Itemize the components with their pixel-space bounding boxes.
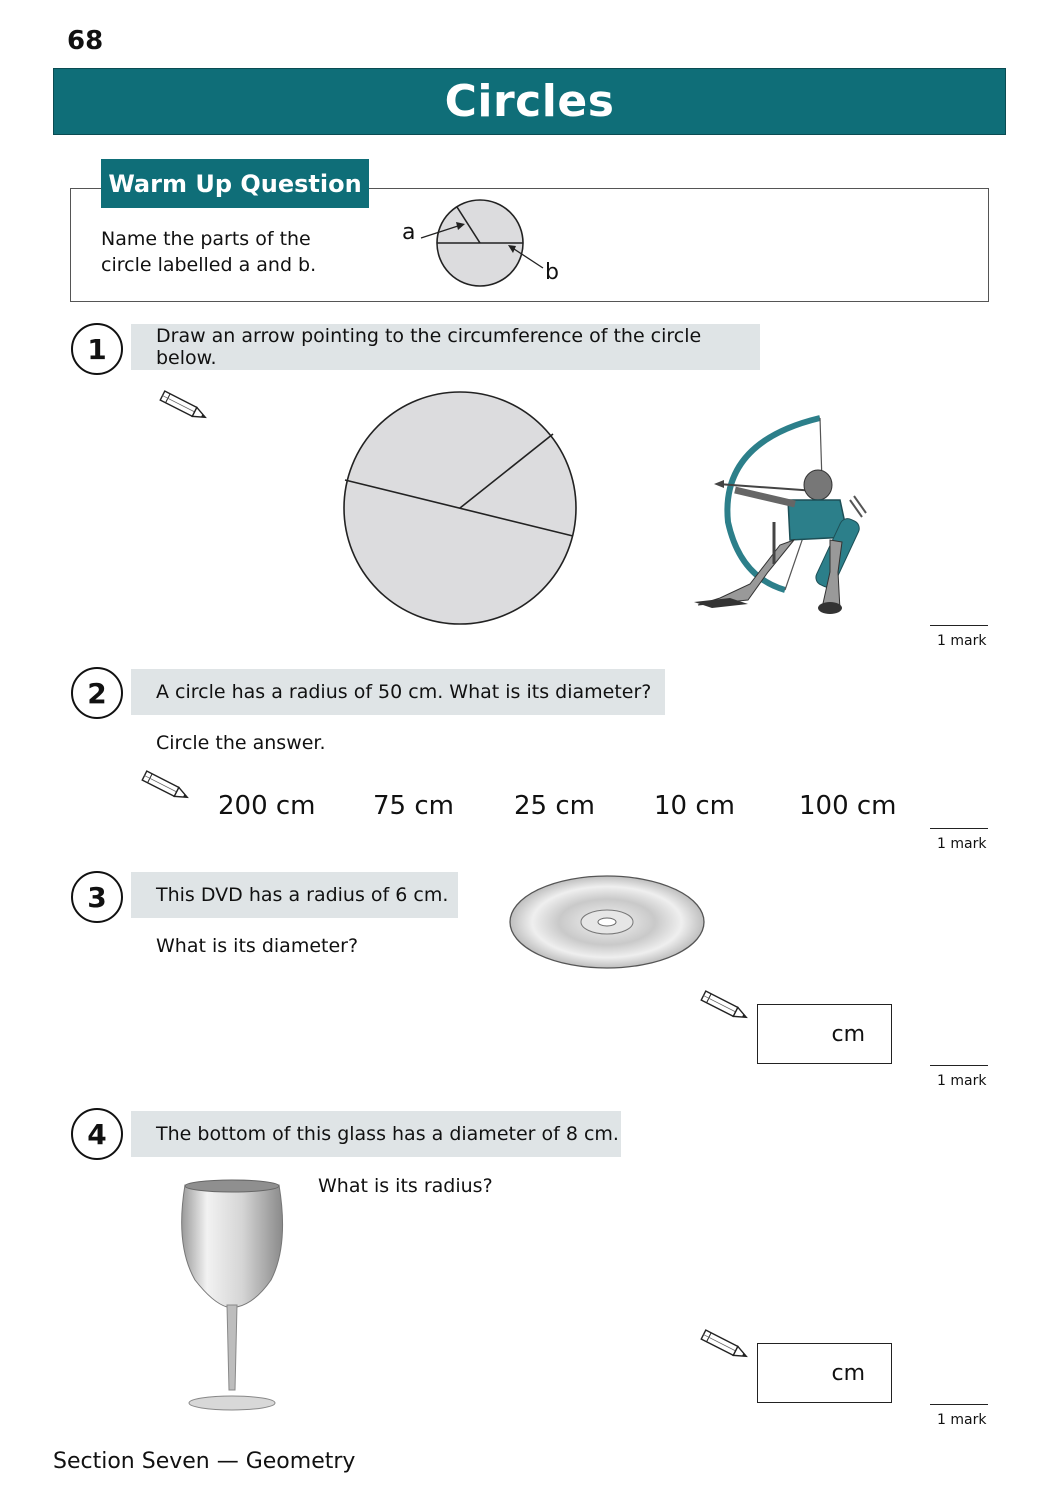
mark-label: 1 mark [937, 1073, 987, 1089]
footer-section-label: Section Seven — Geometry [53, 1449, 356, 1474]
question-number: 4 [71, 1108, 123, 1160]
question-number: 2 [71, 667, 123, 719]
mark-line [930, 1065, 988, 1066]
label-b: b [545, 260, 559, 285]
mark-line [930, 828, 988, 829]
dvd-illustration [505, 873, 710, 973]
mark-label: 1 mark [937, 1412, 987, 1428]
mark-label: 1 mark [937, 836, 987, 852]
pencil-icon [138, 770, 193, 802]
instruction-text: Circle the answer. [156, 732, 326, 754]
title-bar [53, 68, 1006, 135]
answer-option[interactable]: 25 cm [514, 791, 595, 821]
unit-label: cm [831, 1021, 865, 1047]
answer-option[interactable]: 75 cm [373, 791, 454, 821]
question-number: 1 [71, 323, 123, 375]
answer-option[interactable]: 100 cm [799, 791, 897, 821]
question-prompt: Draw an arrow pointing to the circumference of the circle below. [131, 324, 760, 370]
mark-line [930, 1404, 988, 1405]
pencil-icon [697, 1329, 752, 1361]
answer-option[interactable]: 200 cm [218, 791, 316, 821]
page-number: 68 [67, 26, 104, 56]
answer-option[interactable]: 10 cm [654, 791, 735, 821]
unit-label: cm [831, 1360, 865, 1386]
pencil-icon [697, 990, 752, 1022]
glass-illustration [175, 1175, 290, 1420]
warm-up-label: Warm Up Question [101, 159, 369, 208]
question-prompt: The bottom of this glass has a diameter of 8 cm. [131, 1111, 621, 1157]
mark-label: 1 mark [937, 633, 987, 649]
question-prompt: A circle has a radius of 50 cm. What is its diameter? [131, 669, 665, 715]
answer-box[interactable] [757, 1343, 892, 1403]
warm-up-text: Name the parts of the circle labelled a and b. [101, 228, 317, 276]
question-prompt: This DVD has a radius of 6 cm. [131, 872, 458, 918]
answer-box[interactable] [757, 1004, 892, 1064]
warm-up-circle-diagram [395, 195, 570, 295]
circle-diagram [335, 385, 585, 630]
question-number: 3 [71, 871, 123, 923]
archer-illustration [690, 412, 885, 617]
label-a: a [402, 220, 416, 245]
pencil-icon [156, 390, 211, 422]
mark-line [930, 625, 988, 626]
sub-question: What is its diameter? [156, 935, 359, 957]
sub-question: What is its radius? [318, 1175, 493, 1197]
page-title: Circles [444, 76, 615, 127]
